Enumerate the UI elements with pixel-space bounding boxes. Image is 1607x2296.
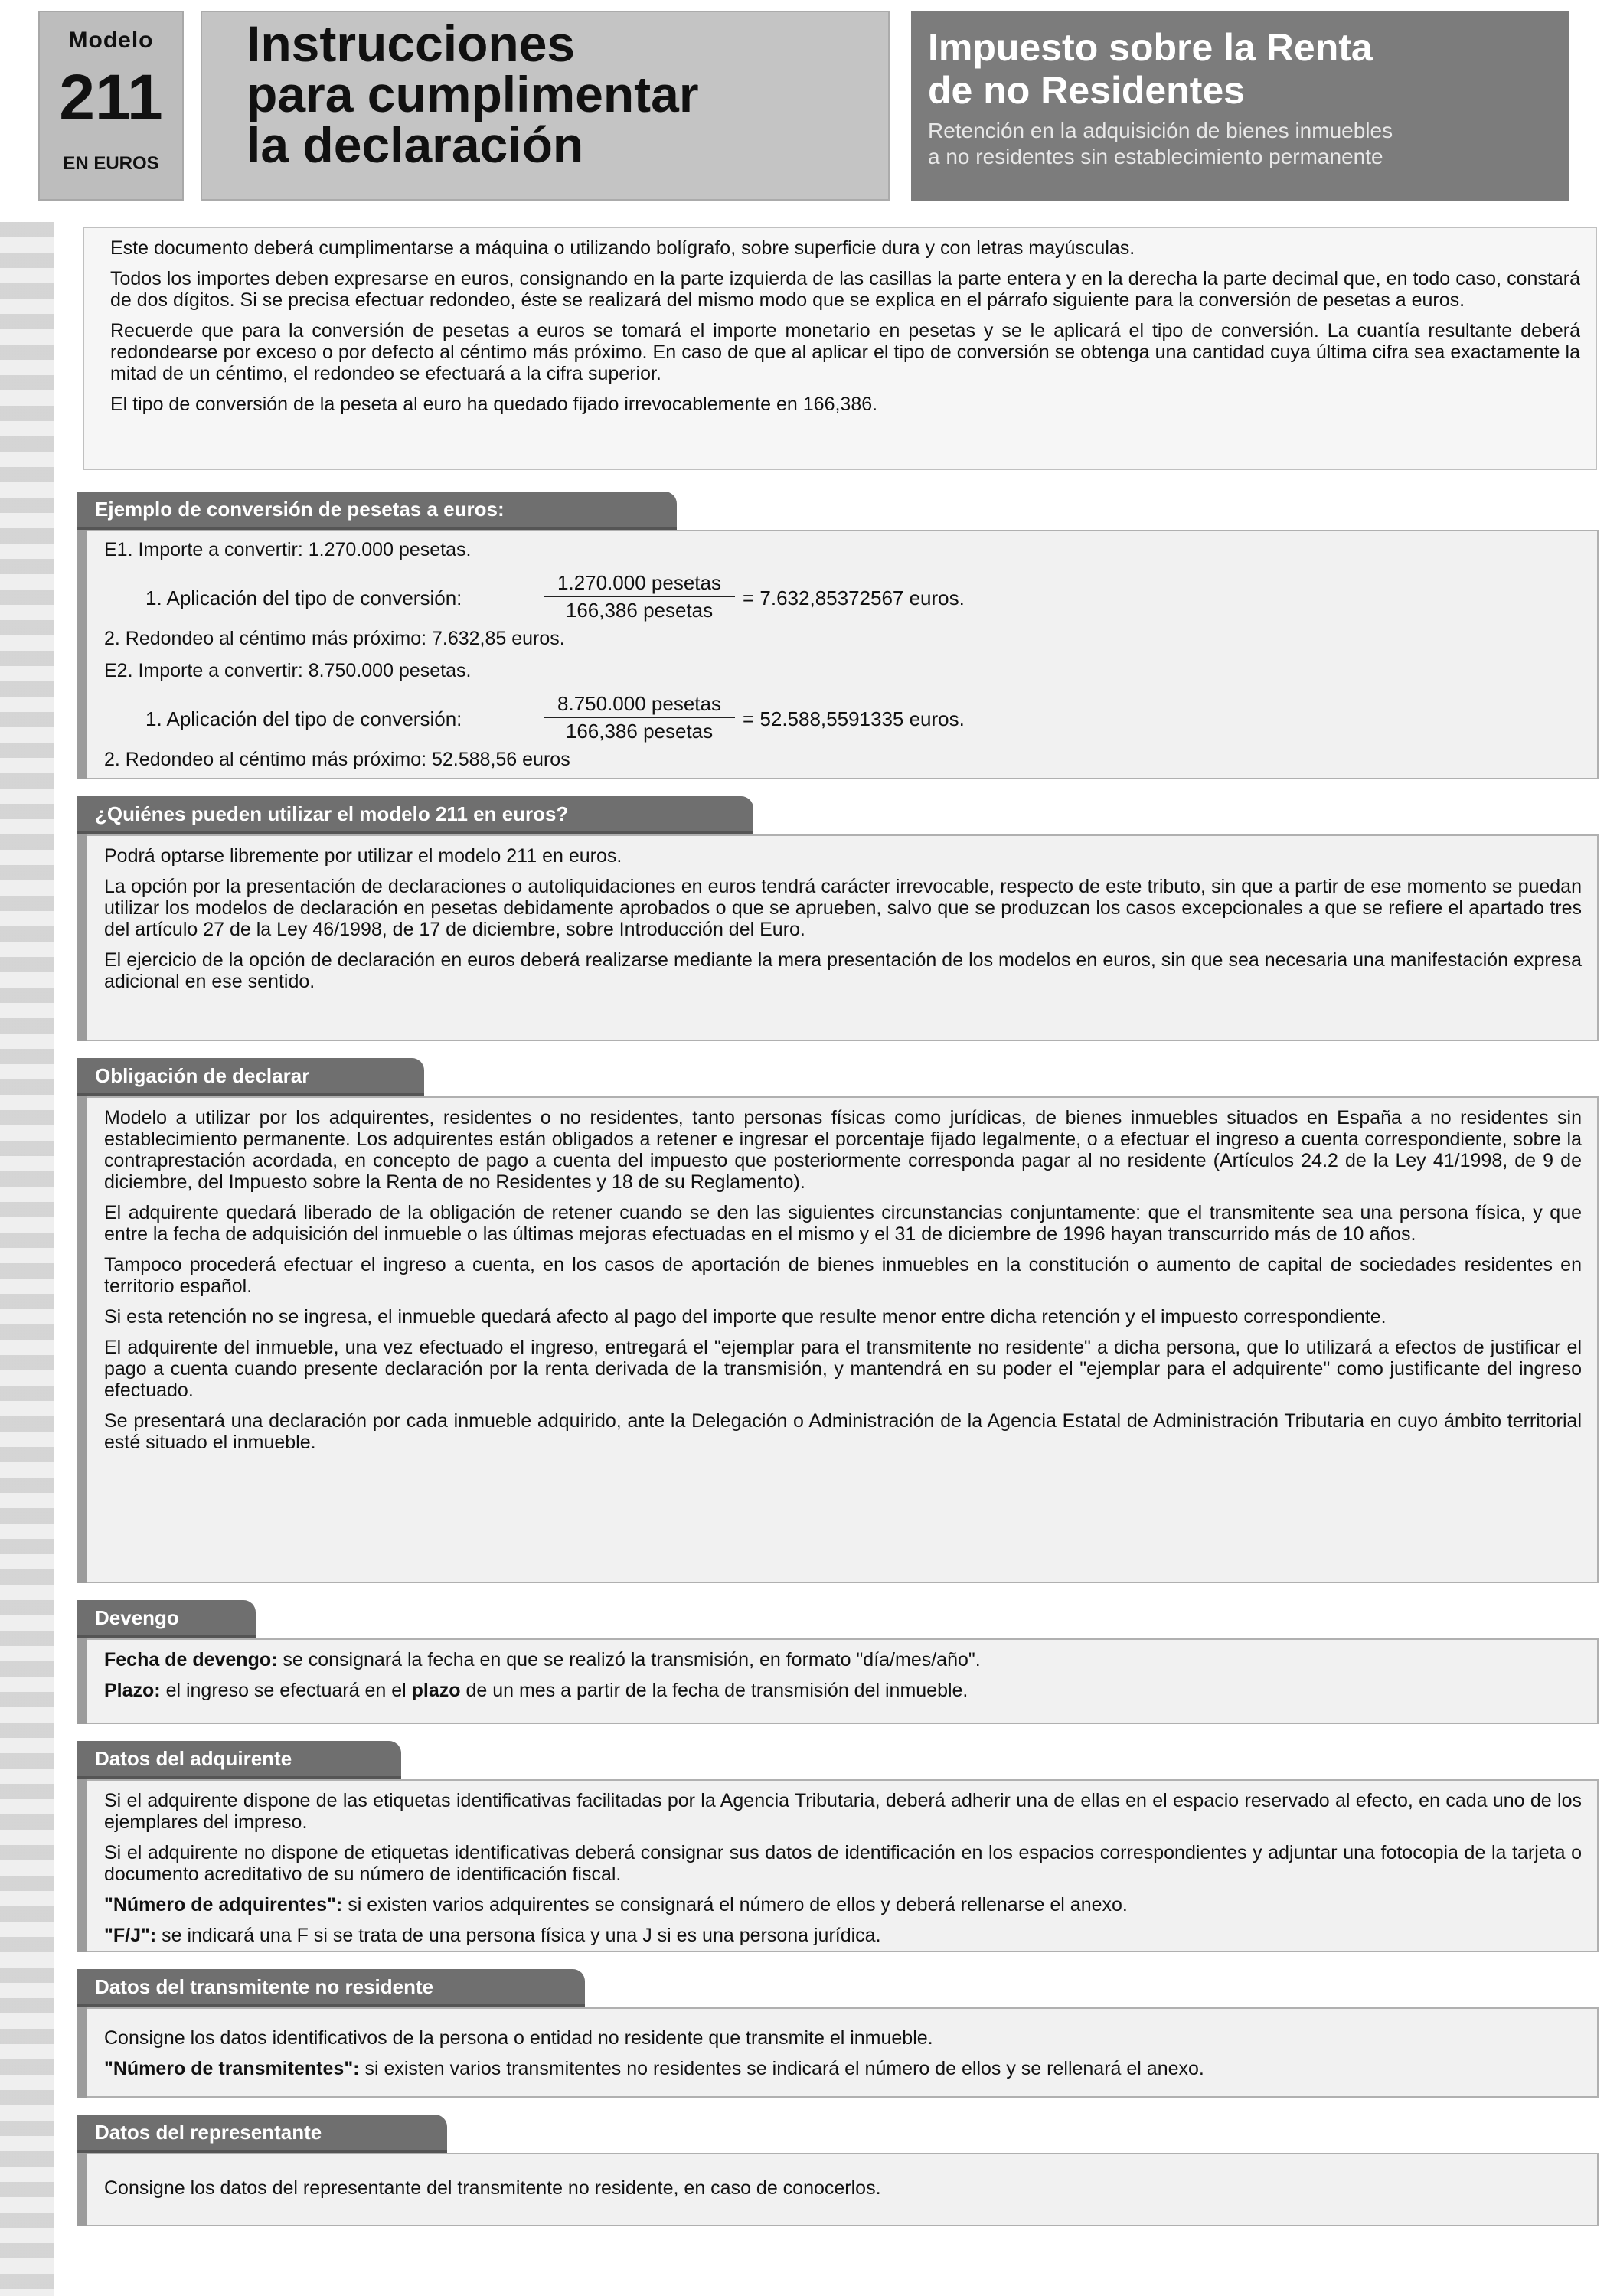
representante-content (104, 2177, 1582, 2208)
devengo-content (104, 1649, 1582, 1710)
section-heading-devengo: Devengo (77, 1600, 256, 1638)
example-1-step1-label: 1. Aplicación del tipo de conversión: (145, 586, 462, 609)
obligacion-content (104, 1107, 1582, 1462)
example-2-fraction (544, 691, 735, 744)
example-2-title: E2. Importe a convertir: 8.750.000 pesetas. (104, 660, 472, 681)
section-heading-quienes: ¿Quiénes pueden utilizar el modelo 211 en euros? (77, 796, 753, 834)
example-1-rounding: 2. Redondeo al céntimo más próximo: 7.632,85 euros. (104, 628, 565, 649)
example-1-calculation (145, 570, 1582, 628)
intro-paragraph: Recuerde que para la conversión de pesetas a euros se tomará el importe monetario en pesetas y se le aplicará el tipo de conversión. La cuantía resultante deberá redondearse por exceso o por defecto al céntimo más próximo. En caso de que al aplicar el tipo de conversión se obtenga una cantidad cuya última cifra sea exactamente la mitad de un céntimo, el redondeo se efectuará a la cifra superior. (110, 320, 1580, 384)
obligacion-paragraph: El adquirente quedará liberado de la obligación de retener cuando se den las siguientes circunstancias conjuntamente: que el transmitente sea una persona física, y que entre la fecha de adquisición del inmueble o las últimas mejoras efectuadas en el mismo y el 31 de diciembre de 1996 hayan transcurrido más de 10 años. (104, 1202, 1582, 1245)
adquirente-fj-label: "F/J": (104, 1925, 157, 1946)
tax-title-box (911, 11, 1569, 201)
title-line-3: la declaración (247, 116, 584, 173)
quienes-paragraph: Podrá optarse libremente por utilizar el modelo 211 en euros. (104, 845, 622, 867)
transmitente-paragraph-1: Consigne los datos identificativos de la persona o entidad no residente que transmite el inmueble. (104, 2027, 933, 2049)
devengo-fecha-label: Fecha de devengo: (104, 1649, 278, 1671)
obligacion-paragraph: Modelo a utilizar por los adquirentes, residentes o no residentes, tanto personas físicas como jurídicas, de bienes inmuebles situados en España a no residentes sin establecimiento permanente. Los adquirentes están obligados a retener e ingresar el porcentaje fijado legalmente, o a efectuar el ingreso a cuenta correspondiente, sobre la contraprestación acordada, en concepto de pago a cuenta del impuesto que posteriormente corresponda pagar al no residente (Artículos 24.2 de la Ley 41/1998, de 9 de diciembre, del Impuesto sobre la Renta de no Residentes y 18 de su Reglamento). (104, 1107, 1582, 1193)
adquirente-paragraph-2: Si el adquirente no dispone de etiquetas identificativas deberá consignar sus datos de identificación en los espacios correspondientes y adjuntar una fotocopia de la tarjeta o documento acreditativo de su número de identificación fiscal. (104, 1842, 1582, 1885)
devengo-fecha-text: se consignará la fecha en que se realizó la transmisión, en formato "día/mes/año". (277, 1649, 981, 1671)
section-heading-adquirente: Datos del adquirente (77, 1741, 401, 1779)
transmitente-content (104, 2027, 1582, 2089)
transmitente-numero-label: "Número de transmitentes": (104, 2058, 360, 2079)
devengo-plazo-text-2: de un mes a partir de la fecha de transmisión del inmueble. (460, 1680, 968, 1701)
representante-paragraph-1: Consigne los datos del representante del transmitente no residente, en caso de conocerlos. (104, 2177, 881, 2199)
tax-subtitle-line-1: Retención en la adquisición de bienes inmuebles (928, 119, 1393, 142)
example-1-numerator: 1.270.000 pesetas (544, 570, 735, 597)
section-heading-obligacion: Obligación de declarar (77, 1058, 424, 1096)
transmitente-numero-text: si existen varios transmitentes no residentes se indicará el número de ellos y se rellenará el anexo. (359, 2058, 1204, 2079)
adquirente-numero-text: si existen varios adquirentes se consignará el número de ellos y deberá rellenarse el anexo. (342, 1894, 1128, 1916)
example-2-calculation (145, 691, 1582, 749)
conversion-content (104, 539, 1582, 779)
adquirente-fj-text: se indicará una F si se trata de una persona física y una J si es una persona jurídica. (156, 1925, 881, 1946)
quienes-paragraph: El ejercicio de la opción de declaración en euros deberá realizarse mediante la mera presentación de los modelos en euros, sin que sea necesaria una manifestación expresa adicional en ese sentido. (104, 949, 1582, 992)
devengo-plazo (104, 1680, 1582, 1701)
section-heading-representante: Datos del representante (77, 2115, 447, 2153)
obligacion-paragraph: Si esta retención no se ingresa, el inmueble quedará afecto al pago del importe que resulte menor entre dicha retención y el impuesto correspondiente. (104, 1306, 1387, 1328)
tax-title-line-2: de no Residentes (928, 69, 1245, 112)
currency-label: EN EUROS (63, 153, 159, 174)
example-2-numerator: 8.750.000 pesetas (544, 691, 735, 718)
quienes-paragraph: La opción por la presentación de declaraciones o autoliquidaciones en euros tendrá carácter irrevocable, respecto de este tributo, sin que a partir de ese momento se puedan utilizar los modelos de declaración en pesetas debidamente aprobados o que se aprueben, salvo que se produzcan los casos excepcionales a que se refiere el apartado tres del artículo 27 de la Ley 46/1998, de 17 de diciembre, sobre Introducción del Euro. (104, 876, 1582, 940)
intro-paragraph: El tipo de conversión de la peseta al euro ha quedado fijado irrevocablemente en 166,386. (110, 394, 878, 415)
model-box (38, 11, 184, 201)
section-heading-conversion: Ejemplo de conversión de pesetas a euros: (77, 492, 677, 530)
obligacion-paragraph: Se presentará una declaración por cada inmueble adquirido, ante la Delegación o Administración de la Agencia Estatal de Administración Tributaria en cuyo ámbito territorial esté situado el inmueble. (104, 1410, 1582, 1453)
obligacion-block (77, 1096, 1599, 1583)
section-heading-transmitente: Datos del transmitente no residente (77, 1969, 585, 2007)
quienes-content (104, 845, 1582, 1001)
example-1-denominator: 166,386 pesetas (565, 599, 714, 622)
intro-paragraph: Todos los importes deben expresarse en euros, consignando en la parte izquierda de las casillas la parte entera y en la derecha la parte decimal que, en todo caso, constará de dos dígitos. Si se precisa efectuar redondeo, éste se realizará del mismo modo que se explica en el párrafo siguiente para la conversión de pesetas a euros. (110, 268, 1580, 311)
tax-subtitle-line-2: a no residentes sin establecimiento permanente (928, 145, 1383, 168)
example-2-step1-label: 1. Aplicación del tipo de conversión: (145, 707, 462, 730)
example-2-rounding: 2. Redondeo al céntimo más próximo: 52.588,56 euros (104, 749, 570, 770)
example-1-fraction (544, 570, 735, 623)
adquirente-paragraph-1: Si el adquirente dispone de las etiquetas identificativas facilitadas por la Agencia Tributaria, deberá adherir una de ellas en el espacio reservado al efecto, en cada uno de los ejemplares del impreso. (104, 1790, 1582, 1833)
transmitente-block (77, 2007, 1599, 2098)
intro-content (110, 237, 1580, 424)
decorative-side-strip (0, 222, 54, 2296)
adquirente-block (77, 1779, 1599, 1952)
quienes-block (77, 834, 1599, 1041)
adquirente-fj (104, 1925, 1582, 1946)
intro-block (83, 227, 1597, 470)
devengo-plazo-text-1: el ingreso se efectuará en el (160, 1680, 412, 1701)
example-2-result: = 52.588,5591335 euros. (743, 707, 965, 730)
devengo-block (77, 1638, 1599, 1724)
example-2-denominator: 166,386 pesetas (565, 720, 714, 743)
tax-title-line-1: Impuesto sobre la Renta (928, 26, 1373, 69)
example-1-result: = 7.632,85372567 euros. (743, 586, 965, 609)
adquirente-numero (104, 1894, 1582, 1916)
document-title (201, 11, 890, 201)
obligacion-paragraph: El adquirente del inmueble, una vez efectuado el ingreso, entregará el "ejemplar para el transmitente no residente" a dicha persona, que lo utilizará a efectos de justificar el pago a cuenta cuando presente declaración por la renta derivada de la transmisión, y mantendrá en su poder el "ejemplar para el adquirente" como justificante del ingreso efectuado. (104, 1337, 1582, 1401)
title-line-2: para cumplimentar (247, 66, 699, 122)
intro-paragraph: Este documento deberá cumplimentarse a máquina o utilizando bolígrafo, sobre superficie dura y con letras mayúsculas. (110, 237, 1135, 259)
devengo-plazo-label: Plazo: (104, 1680, 161, 1701)
devengo-fecha (104, 1649, 1582, 1671)
obligacion-paragraph: Tampoco procederá efectuar el ingreso a cuenta, en los casos de aportación de bienes inmuebles en la constitución o aumento de capital de sociedades residentes en territorio español. (104, 1254, 1582, 1297)
transmitente-numero (104, 2058, 1582, 2079)
devengo-plazo-bold: plazo (411, 1680, 461, 1701)
model-number: 211 (59, 61, 163, 133)
example-1-title: E1. Importe a convertir: 1.270.000 pesetas. (104, 539, 472, 560)
adquirente-content (104, 1790, 1582, 1955)
model-label: Modelo (68, 28, 154, 53)
adquirente-numero-label: "Número de adquirentes": (104, 1894, 343, 1916)
title-line-1: Instrucciones (247, 15, 576, 72)
conversion-block (77, 530, 1599, 779)
representante-block (77, 2153, 1599, 2226)
